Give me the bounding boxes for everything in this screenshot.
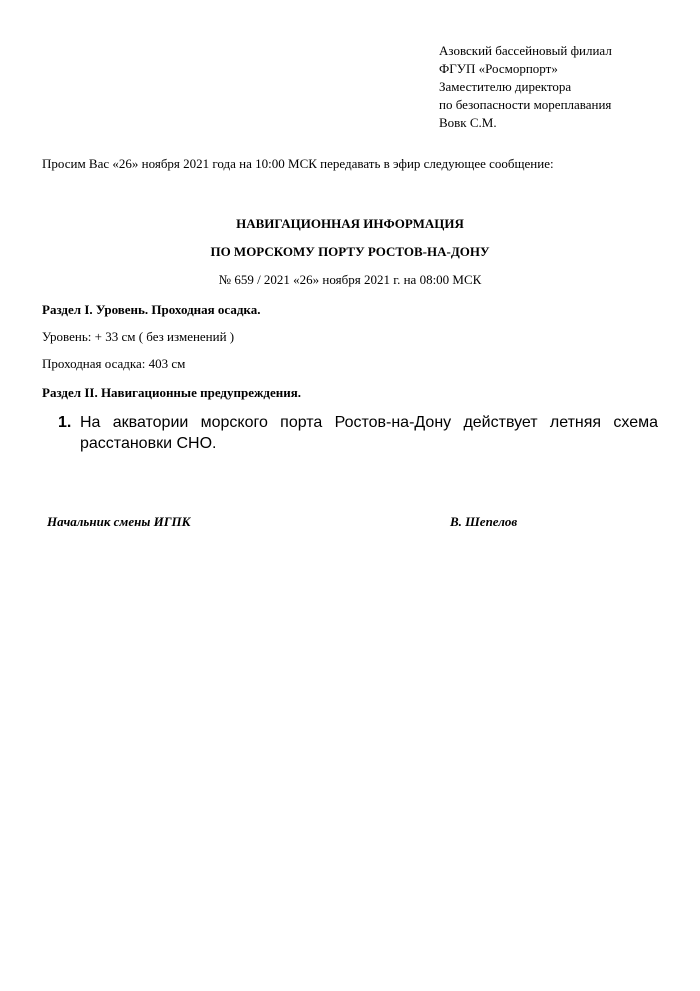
water-level: Уровень: + 33 см ( без изменений ) — [42, 329, 235, 344]
addressee-line: ФГУП «Росморпорт» — [439, 61, 558, 76]
signature-name: В. Шепелов — [450, 514, 518, 529]
addressee-line: по безопасности мореплавания — [439, 97, 612, 112]
section-1-heading: Раздел I. Уровень. Проходная осадка. — [42, 302, 261, 317]
addressee-line: Азовский бассейновый филиал — [439, 43, 612, 58]
document-title: НАВИГАЦИОННАЯ ИНФОРМАЦИЯ — [236, 216, 464, 231]
request-text: Просим Вас «26» ноября 2021 года на 10:00 МСК передавать в эфир следующее сообщение: — [42, 156, 554, 171]
warning-item-text: На акватории морского порта Ростов-на-Дону действует летняя схема расстановки СНО. — [80, 414, 658, 452]
warning-list-item — [58, 412, 658, 454]
section-2-heading: Раздел II. Навигационные предупреждения. — [42, 385, 302, 400]
issue-number-date: № 659 / 2021 «26» ноября 2021 г. на 08:00 МСК — [218, 272, 482, 287]
addressee-line: Вовк С.М. — [439, 115, 497, 130]
warning-item-number: 1. — [58, 414, 72, 431]
addressee-line: Заместителю директора — [439, 79, 572, 94]
signature-role: Начальник смены ИГПК — [47, 514, 191, 529]
addressee-block — [439, 42, 612, 132]
passage-draft: Проходная осадка: 403 см — [42, 356, 186, 371]
document-subtitle: ПО МОРСКОМУ ПОРТУ РОСТОВ-НА-ДОНУ — [210, 244, 490, 259]
